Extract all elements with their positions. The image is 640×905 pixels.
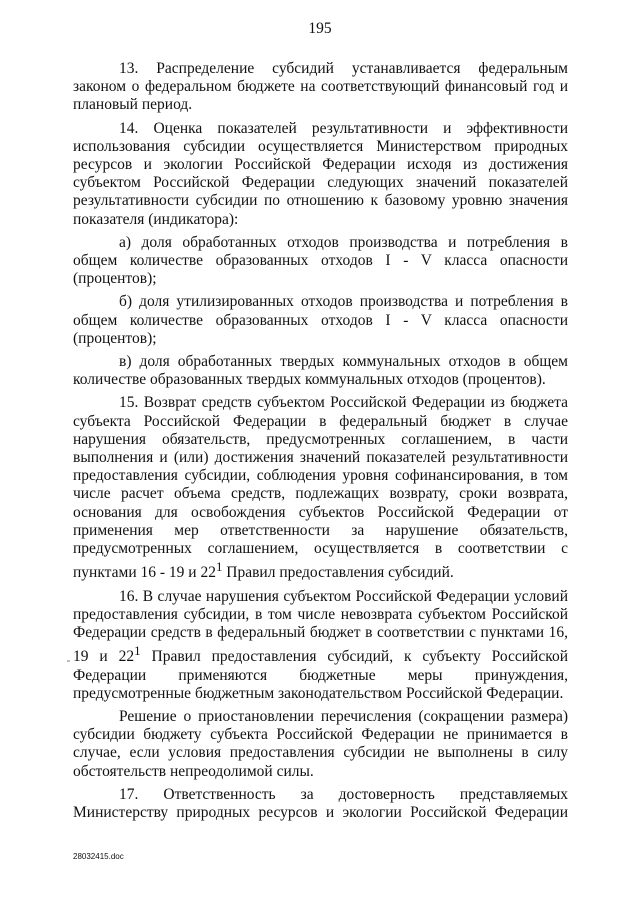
list-item-b: б) доля утилизированных отходов производства и потребления в общем количестве образованных отходов I - V класса опасности (процентов);: [73, 293, 568, 347]
paragraph-17: 17. Ответственность за достоверность представляемых Министерству природных ресурсов и экологии Российской Федерации: [73, 785, 568, 822]
list-item-a: а) доля обработанных отходов производства и потребления в общем количестве образованных отходов I - V класса опасности (процентов);: [73, 233, 568, 288]
list-item-c: в) доля обработанных твердых коммунальных отходов в общем количестве образованных твердых коммунальных отходов (процентов).: [73, 353, 568, 389]
superscript-1: 1: [215, 559, 223, 575]
paragraph-15: [73, 394, 568, 582]
paragraph-decision: Решение о приостановлении перечисления (сокращении размера) субсидии бюджету субъекта Российской Федерации не принимается в случае, если условия предоставления субсидии не выполнены в силу обстоятельств непреодолимой силы.: [73, 708, 568, 780]
paragraph-15-tail: Правил предоставления субсидий.: [222, 564, 454, 582]
scan-artifact: [67, 660, 70, 662]
superscript-1: 1: [134, 643, 141, 659]
paragraph-13: 13. Распределение субсидий устанавливается федеральным законом о федеральном бюджете на соответствующий финансовый год и плановый период.: [73, 60, 568, 114]
footer-filename: 28032415.doc: [73, 852, 124, 861]
paragraph-14: 14. Оценка показателей результативности и эффективности использования субсидии осуществляется Министерством природных ресурсов и экологии Российской Федерации исходя из достижения субъектом Российской Федерации следующих значений показателей результативности субсидии по отношению к базовому уровню значения показателя (индикатора):: [73, 119, 568, 228]
document-body: [73, 60, 568, 822]
page-number: 195: [308, 20, 332, 37]
paragraph-16-tail: Правил предоставления субсидий, к субъекту Российской Федерации применяются бюджетные меры принуждения, предусмотренные бюджетным законодательством Российской Федерации.: [73, 648, 568, 702]
paragraph-16: [73, 588, 568, 703]
paragraph-16-text: 16. В случае нарушения субъектом Российской Федерации условий предоставления субсидии, в том числе невозврата субъектом Российской Федерации средств в федеральный бюджет в соответствии с пунктами 16, 19 и 22: [73, 587, 568, 666]
paragraph-15-text: 15. Возврат средств субъектом Российской Федерации из бюджета субъекта Российской Федерации в федеральный бюджет в случае нарушения обязательств, предусмотренных соглашением, в части выполнения и (или) достижения значений показателей результативности предоставления субсидии, соблюдения уровня софинансирования, в том числе расчет объема средств, подлежащих возврату, сроки возврата, основания для освобождения субъектов Российской Федерации от применения мер ответственности за нарушение обязательств, предусмотренных соглашением, осуществляется в соответствии с пунктами 16 - 19 и 22: [73, 394, 568, 582]
